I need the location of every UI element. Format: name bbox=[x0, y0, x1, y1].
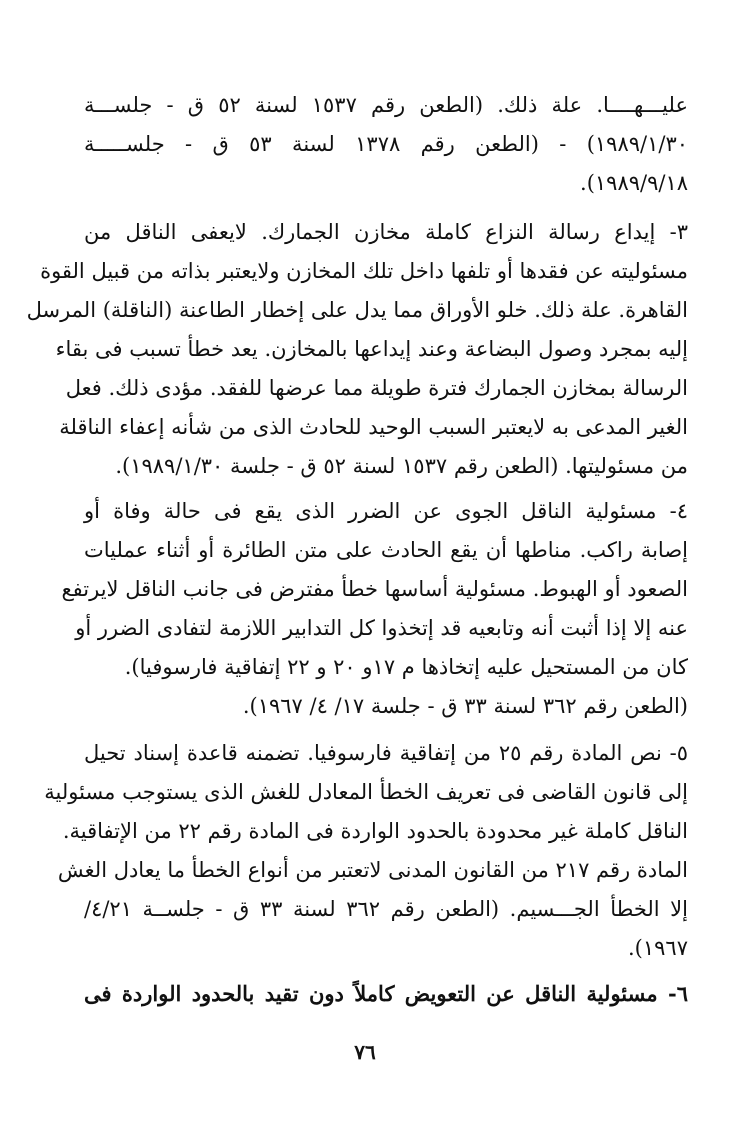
text-line: إلا الخطأ الجـــسيم. (الطعن رقم ٣٦٢ لسنة ٣٣ ق - جلســة ٤/٢١/ bbox=[84, 897, 688, 921]
text-line: ١٩٨٩/٩/١٨). bbox=[580, 171, 688, 195]
document-body bbox=[26, 86, 689, 1013]
text-line: المادة رقم ٢١٧ من القانون المدنى لاتعتبر من أنواع الخطأ ما يعادل الغش bbox=[57, 858, 688, 882]
text-line: ١٩٦٧). bbox=[628, 936, 688, 960]
text-line: عنه إلا إذا أثبت أنه وتابعيه قد إتخذوا كل التدابير اللازمة لتفادى الضرر أو bbox=[75, 616, 688, 640]
text-line: من مسئوليتها. (الطعن رقم ١٥٣٧ لسنة ٥٢ ق - جلسة ١٩٨٩/١/٣٠). bbox=[115, 454, 688, 478]
text-line: الغير المدعى به لايعتبر السبب الوحيد للحادث الذى من شأنه إعفاء الناقلة bbox=[59, 415, 688, 439]
text-line: إصابة راكب. مناطها أن يقع الحادث على متن الطائرة أو أثناء عمليات bbox=[84, 538, 688, 562]
text-line: ٦- مسئولية الناقل عن التعويض كاملاً دون تقيد بالحدود الواردة فى bbox=[84, 981, 688, 1006]
text-line: ٤- مسئولية الناقل الجوى عن الضرر الذى يقع فى حالة وفاة أو bbox=[84, 499, 688, 523]
text-line: الصعود أو الهبوط. مسئولية أساسها خطأ مفترض فى جانب الناقل لايرتفع bbox=[61, 577, 688, 601]
text-line: القاهرة. علة ذلك. خلو الأوراق مما يدل على إخطار الطاعنة (الناقلة) المرسل bbox=[26, 298, 688, 322]
paragraph-item-6 bbox=[84, 974, 688, 1013]
page-number: ٧٦ bbox=[354, 1040, 376, 1064]
paragraph-item-3 bbox=[26, 213, 688, 486]
text-line: ٣- إيداع رسالة النزاع كاملة مخازن الجمارك. لايعفى الناقل من bbox=[84, 220, 688, 244]
text-line: إلى قانون القاضى فى تعريف الخطأ المعادل للغش الذى يستوجب مسئولية bbox=[44, 780, 688, 804]
text-line: إليه بمجرد وصول البضاعة وعند إيداعها بالمخازن. يعد خطأ تسبب فى بقاء bbox=[55, 337, 688, 361]
paragraph-item-5 bbox=[44, 734, 689, 968]
paragraph-item-4 bbox=[61, 492, 688, 726]
text-line: ٥- نص المادة رقم ٢٥ من إتفاقية فارسوفيا. تضمنه قاعدة إسناد تحيل bbox=[84, 741, 689, 765]
text-line: كان من المستحيل عليه إتخاذها م ١٧و ٢٠ و ٢٢ إتفاقية فارسوفيا). bbox=[124, 655, 688, 679]
text-line: (الطعن رقم ٣٦٢ لسنة ٣٣ ق - جلسة ١٧/ ٤/ ١٩٦٧). bbox=[242, 694, 688, 718]
text-line: عليـــهــــا. علة ذلك. (الطعن رقم ١٥٣٧ لسنة ٥٢ ق - جلســـة bbox=[84, 93, 688, 117]
text-line: الناقل كاملة غير محدودة بالحدود الواردة فى المادة رقم ٢٢ من الإتفاقية. bbox=[62, 819, 688, 843]
paragraph-continuation bbox=[84, 86, 688, 203]
text-line: ١٩٨٩/١/٣٠) - (الطعن رقم ١٣٧٨ لسنة ٥٣ ق - جلســـــة bbox=[84, 132, 688, 156]
text-line: مسئوليته عن فقدها أو تلفها داخل تلك المخازن ولايعتبر بذاته من قبيل القوة bbox=[40, 259, 688, 283]
text-line: الرسالة بمخازن الجمارك فترة طويلة مما عرضها للفقد. مؤدى ذلك. فعل bbox=[65, 376, 688, 400]
